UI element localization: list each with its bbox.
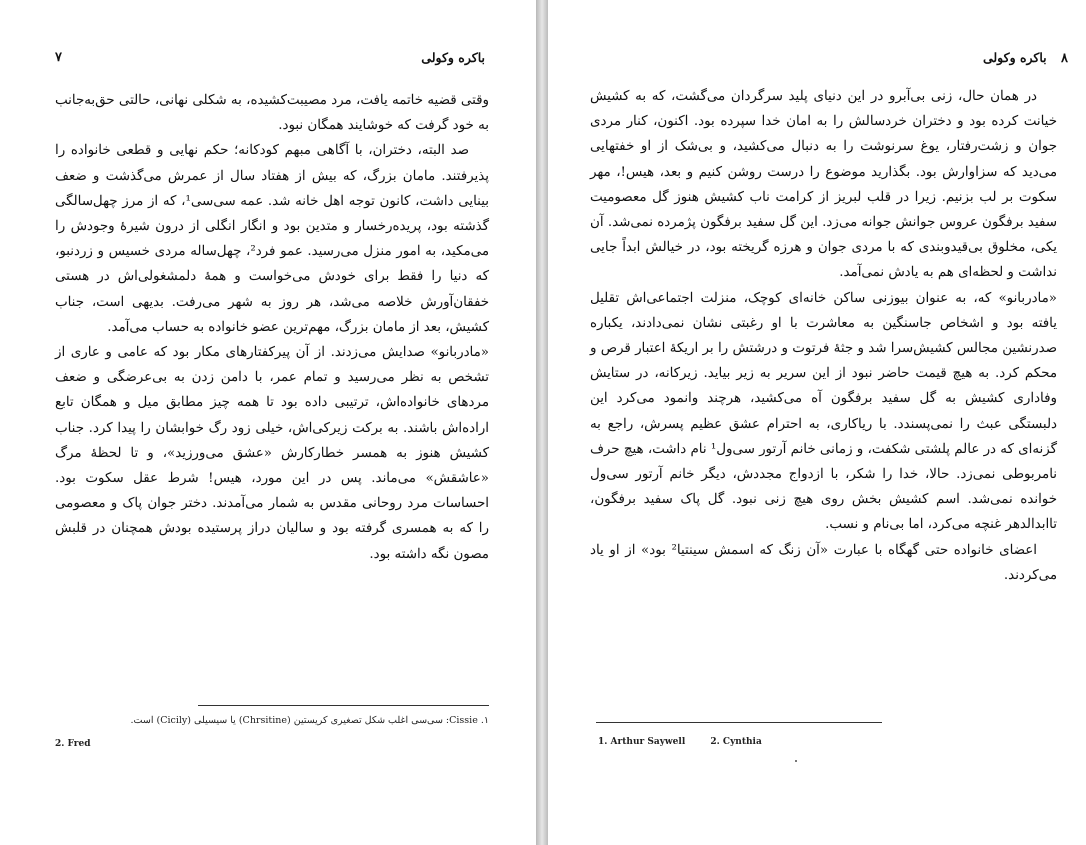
left-paragraph-3: «مادربانو» صدایش می‌زدند. از آن پیرکفتارهای مکار بود که عامی و عاری از تشخص به نظر می‌رسید و تمام عمر، با دامن زدن به بی‌عرضگی و ضعف مردهای خانواده‌اش، ترتیبی داده بود تا همه چیز مطابق میل و همگان تابع اراده‌اش باشند. به برکت زیرکی‌اش، خیلی زود رگ خوابشان را پیدا کرد. جناب کشیش هنوز به همسر خطارکارش «عشق می‌ورزید»، و تا لحظهٔ مرگ «عاشقش» می‌ماند. پس در این مورد، هیس! شرط عقل سکوت بود. احساسات مرد روحانی مقدس به شمار می‌آمدند. دختر جوان پاک و معصومی را که به همسری گرفته بود و سالیان دراز پرستیده بودش همچنان در قلبش مصون نگه داشته بود. [55, 345, 489, 562]
left-page-title: باکره وکولی [421, 50, 485, 65]
left-paragraph-2: صد البته، دختران، با آگاهی مبهم کودکانه؛ حکم نهایی و قطعی خانواده را پذیرفتند. مامان بزرگ، که بیش از هفتاد سال از عمرش می‌گذشت و ضعف بینایی داشت، کانون توجه اهل خانه شد. عمه سی‌سی¹، که از مرز چهل‌سالگی گذشته بود، پریده‌رخسار و متدین بود و انگار انگلی از درون شیرهٔ وجودش را می‌مکید، به امور منزل می‌رسید. عمو فرد²، چهل‌ساله مردی خسیس و زردنبو، که دنیا را فقط برای خودش می‌خواست و همهٔ دلمشغولی‌اش در هستی خفقان‌آورش خلاصه می‌شد، هر روز به شهر می‌رفت. بدیهی است، جناب کشیش، بعد از مامان بزرگ، مهم‌ترین عضو خانواده به حساب می‌آمد. [55, 143, 489, 335]
page-speck [795, 760, 797, 762]
book-gutter [536, 0, 548, 845]
right-page-title: باکره وکولی [982, 50, 1047, 65]
right-footnotes [598, 737, 784, 747]
footnote-1: ۱. Cissie: سی‌سی اغلب شکل تصغیری کریستین (Chrsitine) یا سیسیلی (Cicily) است. [130, 715, 489, 726]
footnote-divider [198, 705, 489, 706]
left-page-number: ۷ [55, 50, 62, 65]
left-paragraph-1: وقتی قضیه خاتمه یافت، مرد مصیبت‌کشیده، به شکلی نهانی، حالتی حق‌به‌جانب به خود گرفت که خوشایند همگان نبود. [55, 93, 489, 134]
right-page-header [983, 50, 1068, 66]
footnote-1: 1. Arthur Saywell [598, 737, 686, 747]
footnote-divider [596, 722, 882, 723]
right-page-body [590, 84, 1057, 588]
right-page [548, 0, 1086, 845]
right-paragraph-2: «مادربانو» که، به عنوان بیوزنی ساکن خانه‌ای کوچک، منزلت اجتماعی‌اش تقلیل یافته بود و اشخاص جاسنگین به معاشرت با او رغبتی نشان نمی‌دادند، یکباره صدرنشین مجالس کشیش‌سرا شد و جثهٔ فرتوت و درشتش را بر اریکهٔ اعتبار قرص و محکم کرد. به هیچ قیمت حاضر نبود از این سریر به زیر بیاید. زیرکانه، در ستایش وفاداری کشیش به گل سفید برفگون آه می‌کشید، هرچند وانمود می‌کرد این دلبستگی عبث را نمی‌پسندد. با ریاکاری، به احترام عشق عظیم پسرش، راجع به گزنه‌ای که در عالم پلشتی شکفت، و زمانی خانم آرتور سی‌ول¹ نام داشت، هیچ حرف نامربوطی نمی‌زد. حالا، خدا را شکر، با ازدواج مجددش، دیگر خانم آرتور سی‌ول خوانده نمی‌شد. اسم کشیش بخش روی هیچ زنی نبود. گل پاک سفید برفگون، تاابدالدهر غنچه می‌کرد، اما بی‌نام و نسب. [590, 290, 1057, 533]
left-page [0, 0, 536, 845]
right-paragraph-3: اعضای خانواده حتی گهگاه با عبارت «آن زنگ که اسمش سینتیا² بود» از او یاد می‌کردند. [590, 542, 1057, 583]
right-paragraph-1: در همان حال، زنی بی‌آبرو در این دنیای پلید سرگردان می‌گشت، که به کشیش خیانت کرده بود و دختران خردسالش را به امان خدا سپرده بود. اکنون، کنار مردی جوان و زشت‌رفتار، یوغ سرنوشت را به دنبال می‌کشید، و بی‌شک از او خفتهایی می‌دید که سزاوارش بود. بگذارید موضوع را درست روشن کنیم و بعد، هیس!، مهر سکوت بر لب بزنیم. زیرا در قلب لبریز از کرامت ناب کشیش هنوز گل معصومیت سفید برفگون عروس جوانش جوانه می‌زد. این گل سفید برفگون پژمرده نمی‌شد. آن یکی، مخلوق بی‌قیدوبندی که با مردی جوان و هرزه گریخته بود، در خیالش ابداً جایی نداشت و لحظه‌ای هم به یادش نمی‌آمد. [590, 89, 1057, 281]
footnote-2: 2. Cynthia [710, 737, 762, 747]
left-page-header [55, 50, 485, 65]
right-page-number: ۸ [1061, 51, 1068, 66]
left-page-body [55, 88, 489, 567]
footnote-2: 2. Fred [55, 739, 91, 749]
